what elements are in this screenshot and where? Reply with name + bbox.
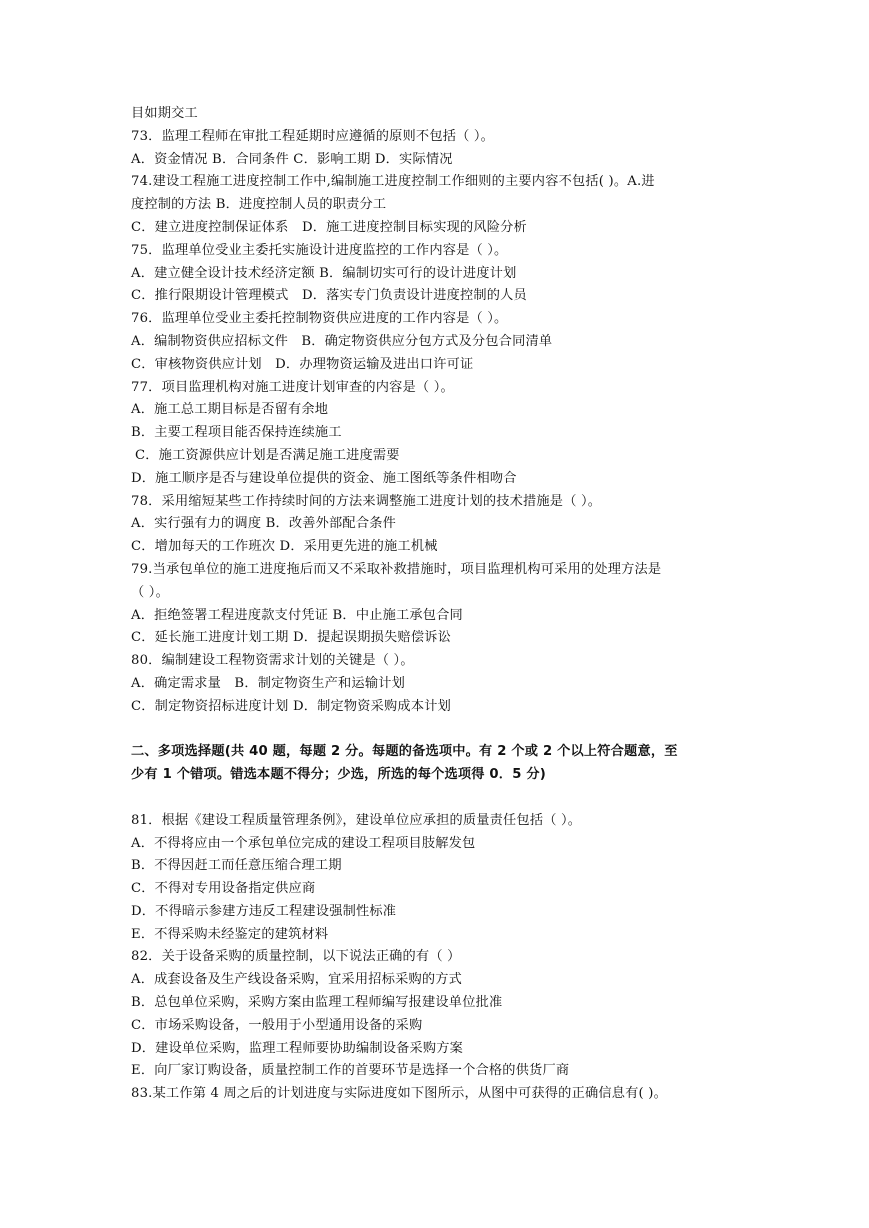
question-81: 81．根据《建设工程质量管理条例》，建设单位应承担的质量责任包括（ ）。 <box>131 812 582 828</box>
options-75-ab: A．建立健全设计技术经济定额 B．编制切实可行的设计进度计划 <box>131 265 517 281</box>
option-77-a: A．施工总工期目标是否留有余地 <box>131 402 329 418</box>
document-page <box>131 103 751 1106</box>
questions-multiple-choice <box>131 810 751 1106</box>
option-81-d: D．不得暗示参建方违反工程建设强制性标准 <box>131 903 397 919</box>
options-80-cd: C．制定物资招标进度计划 D．制定物资采购成本计划 <box>131 698 451 714</box>
spacer <box>131 787 751 810</box>
options-76-ab: A．编制物资供应招标文件 B．确定物资供应分包方式及分包合同清单 <box>131 333 553 349</box>
question-83: 83.某工作第 4 周之后的计划进度与实际进度如下图所示，从图中可获得的正确信息有( )。 <box>131 1086 667 1102</box>
options-80-ab: A．确定需求量 B．制定物资生产和运输计划 <box>131 675 405 691</box>
option-77-b: B．主要工程项目能否保持连续施工 <box>131 425 342 441</box>
option-81-b: B．不得因赶工而任意压缩合理工期 <box>131 858 342 874</box>
option-82-c: C．市场采购设备，一般用于小型通用设备的采购 <box>131 1017 423 1033</box>
question-79-cont: （ ）。 <box>131 584 169 600</box>
options-73: A．资金情况 B．合同条件 C．影响工期 D．实际情况 <box>131 151 453 167</box>
question-75: 75．监理单位受业主委托实施设计进度监控的工作内容是（ ）。 <box>131 242 508 258</box>
question-82: 82．关于设备采购的质量控制，以下说法正确的有（ ） <box>131 949 461 965</box>
option-81-c: C．不得对专用设备指定供应商 <box>131 881 316 897</box>
questions-single-choice <box>131 103 751 719</box>
option-77-c: C．施工资源供应计划是否满足施工进度需要 <box>135 447 400 463</box>
question-76: 76．监理单位受业主委托控制物资供应进度的工作内容是（ ）。 <box>131 311 508 327</box>
question-74-cont: 度控制的方法 B．进度控制人员的职责分工 <box>131 197 387 213</box>
options-79-ab: A．拒绝签署工程进度款支付凭证 B．中止施工承包合同 <box>131 607 463 623</box>
text-line: 目如期交工 <box>131 106 198 121</box>
section-heading-line-2: 少有 1 个错项。错选本题不得分；少选，所选的每个选项得 0．5 分) <box>131 767 546 783</box>
question-74: 74.建设工程施工进度控制工作中,编制施工进度控制工作细则的主要内容不包括( )。A.进 <box>131 174 655 190</box>
section-heading-multiple-choice <box>131 741 751 787</box>
option-82-d: D．建设单位采购，监理工程师要协助编制设备采购方案 <box>131 1040 464 1056</box>
question-79: 79.当承包单位的施工进度拖后而又不采取补救措施时，项目监理机构可采用的处理方法是 <box>131 561 662 577</box>
options-78-ab: A．实行强有力的调度 B．改善外部配合条件 <box>131 516 396 532</box>
spacer <box>131 719 751 742</box>
question-80: 80．编制建设工程物资需求计划的关键是（ ）。 <box>131 653 414 669</box>
section-heading-line-1: 二、多项选择题(共 40 题，每题 2 分。每题的备选项中。有 2 个或 2 个以上符合题意，至 <box>131 744 678 760</box>
option-81-a: A．不得将应由一个承包单位完成的建设工程项目肢解发包 <box>131 835 476 851</box>
options-79-cd: C．延长施工进度计划工期 D．提起误期损失赔偿诉讼 <box>131 630 451 646</box>
question-77: 77．项目监理机构对施工进度计划审查的内容是（ ）。 <box>131 379 454 395</box>
question-78: 78．采用缩短某些工作持续时间的方法来调整施工进度计划的技术措施是（ ）。 <box>131 493 602 509</box>
options-74: C．建立进度控制保证体系 D．施工进度控制目标实现的风险分析 <box>131 219 527 235</box>
option-77-d: D．施工顺序是否与建设单位提供的资金、施工图纸等条件相吻合 <box>131 470 517 486</box>
option-81-e: E．不得采购未经鉴定的建筑材料 <box>131 926 329 942</box>
options-75-cd: C．推行限期设计管理模式 D．落实专门负责设计进度控制的人员 <box>131 288 527 304</box>
option-82-e: E．向厂家订购设备，质量控制工作的首要环节是选择一个合格的供货厂商 <box>131 1063 570 1079</box>
option-82-b: B．总包单位采购，采购方案由监理工程师编写报建设单位批准 <box>131 995 503 1011</box>
options-76-cd: C．审核物资供应计划 D．办理物资运输及进出口许可证 <box>131 356 474 372</box>
option-82-a: A．成套设备及生产线设备采购，宜采用招标采购的方式 <box>131 972 463 988</box>
question-73: 73．监理工程师在审批工程延期时应遵循的原则不包括（ ）。 <box>131 128 495 144</box>
options-78-cd: C．增加每天的工作班次 D．采用更先进的施工机械 <box>131 539 438 555</box>
